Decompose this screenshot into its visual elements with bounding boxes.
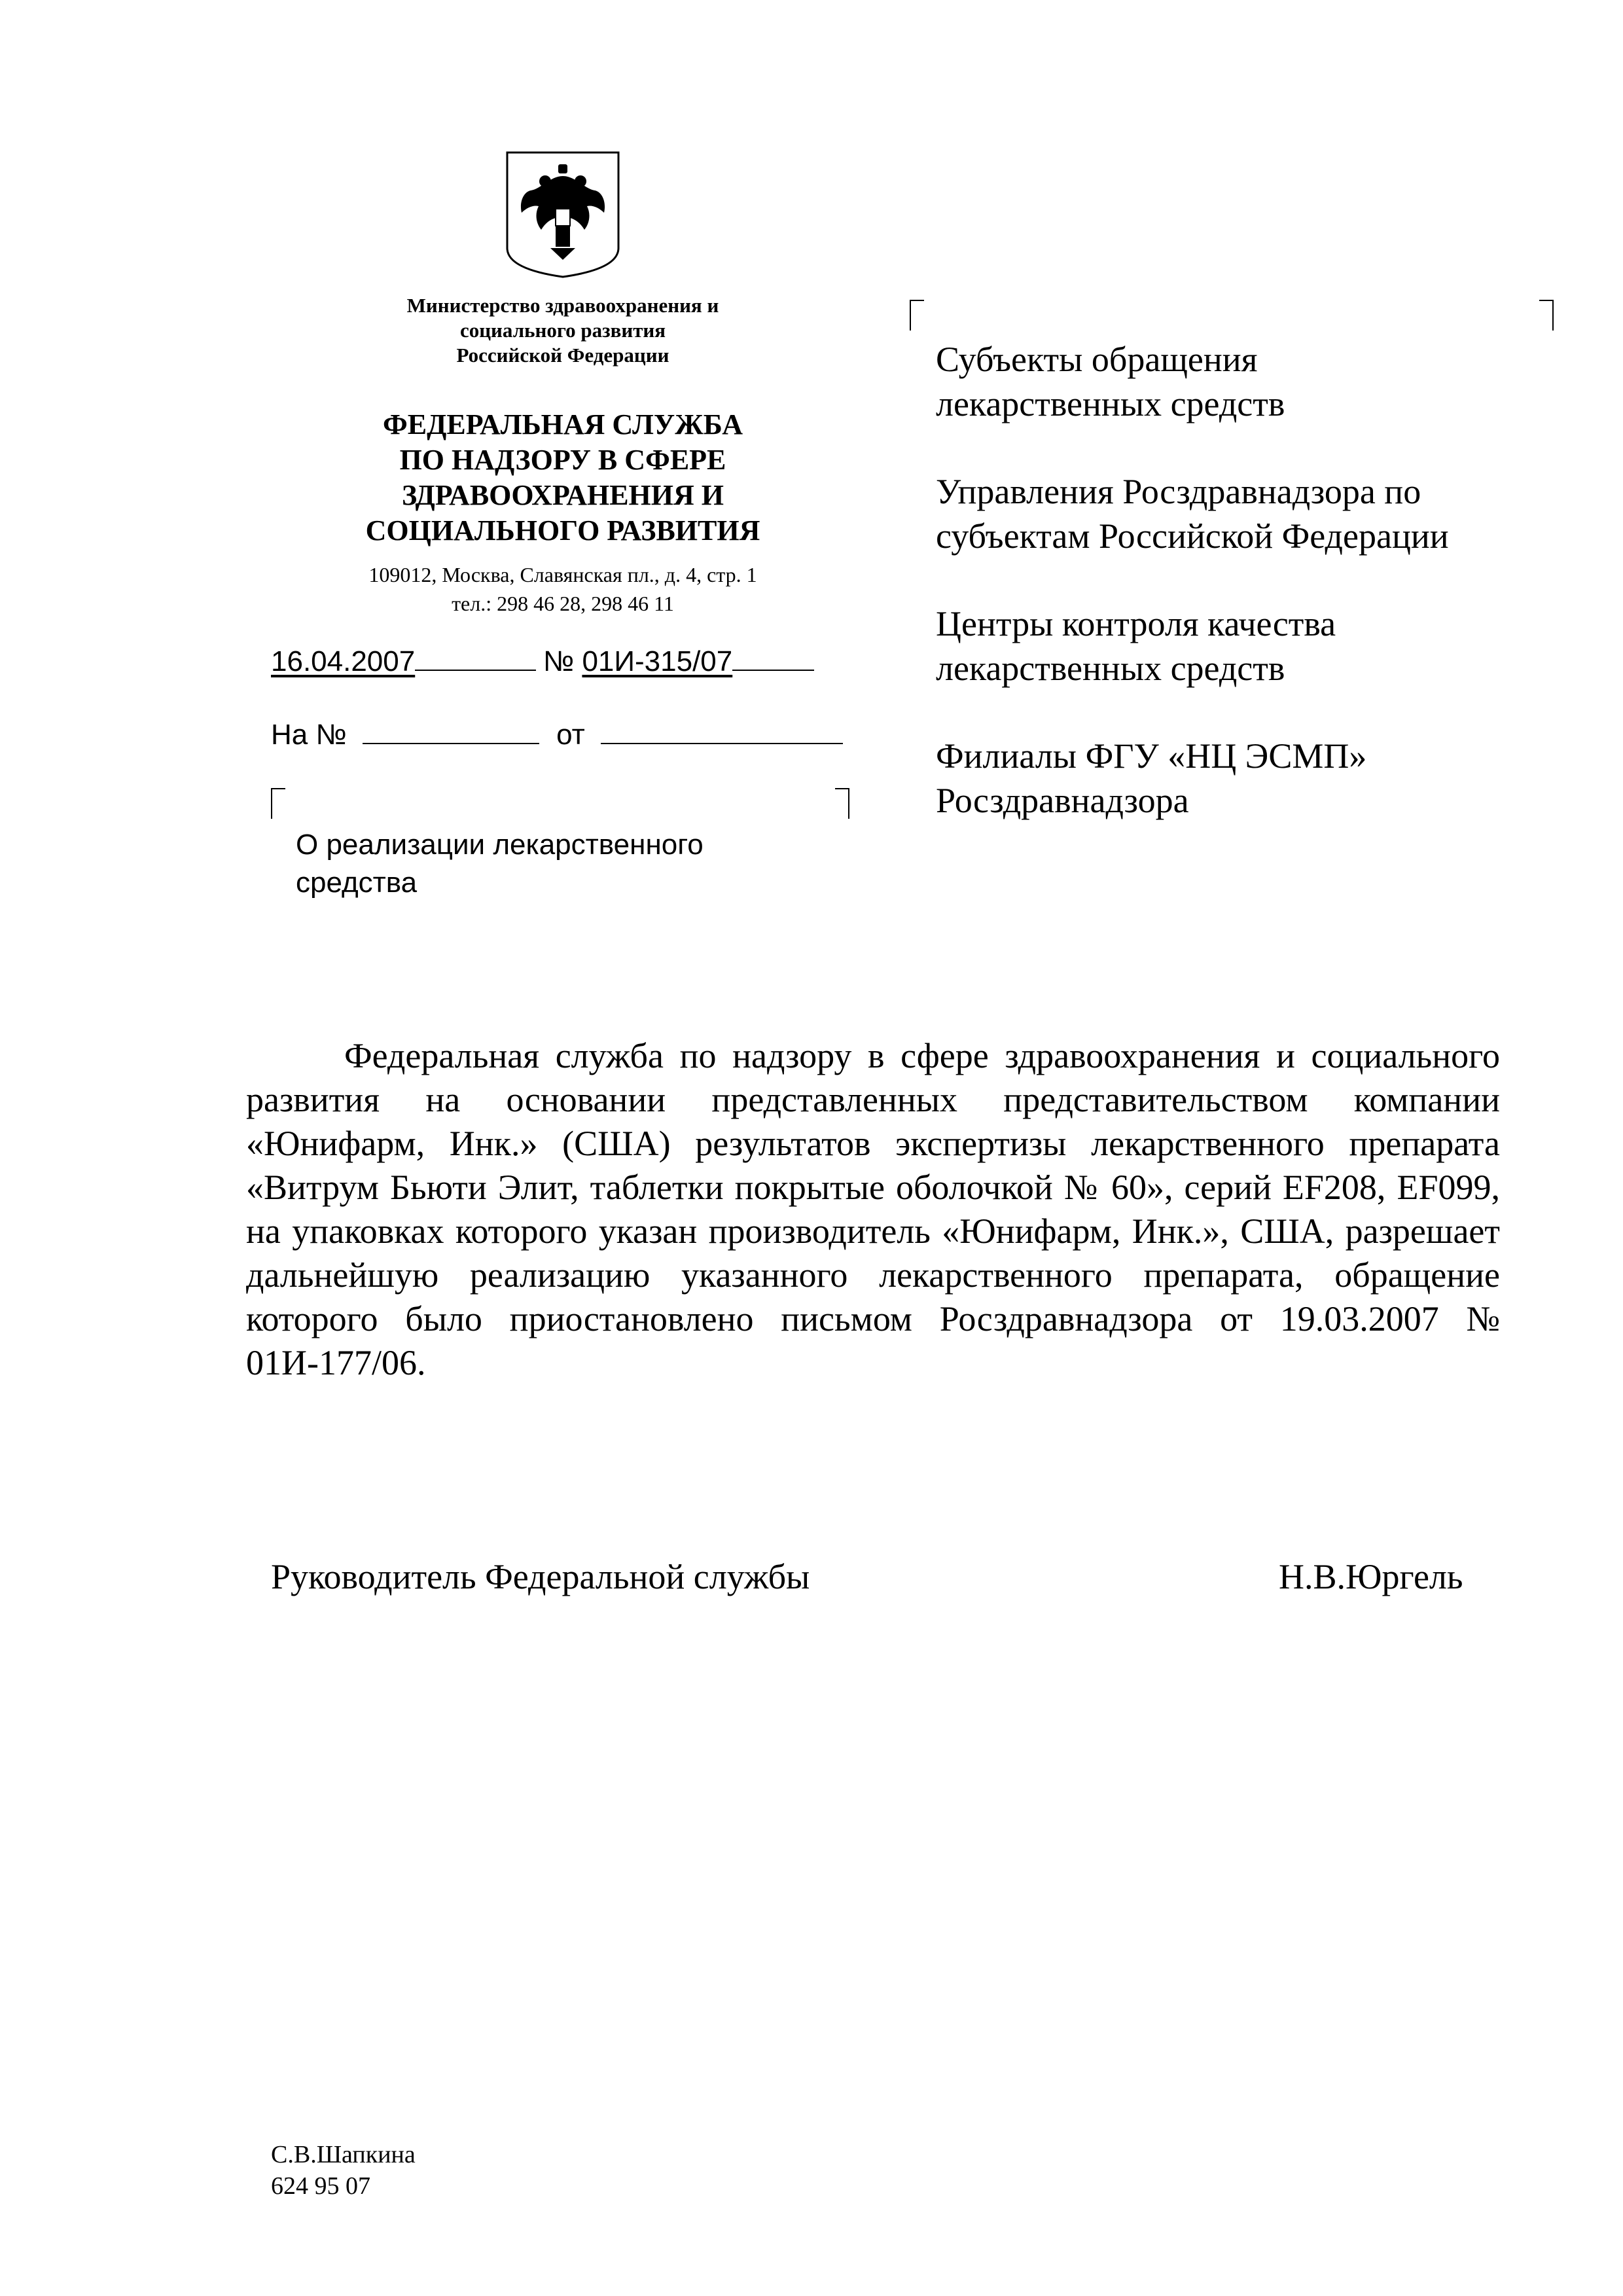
addressee-line: Центры контроля качества [936, 604, 1336, 643]
address-block-corner-left [910, 300, 924, 331]
phone-line: тел.: 298 46 28, 298 46 11 [452, 592, 674, 615]
addressee-line: Филиалы ФГУ «НЦ ЭСМП» [936, 736, 1367, 776]
number-underline [732, 645, 814, 671]
addressee-line: Субъекты обращения [936, 340, 1258, 379]
letter-date [271, 645, 536, 678]
addressee [936, 469, 1525, 558]
letter-body: Федеральная служба по надзору в сфере здравоохранения и социального развития на основании представленных представительством компании «Юнифарм, Инк.» (США) результатов экспертизы лекарственного препарата «Витрум Бьюти Элит, таблетки покрытые оболочкой № 60», серий EF208, EF099, на упаковках которого указан производитель «Юнифарм, Инк.», США, разрешает дальнейшую реализацию указанного лекарственного препарата, обращение которого было приостановлено письмом Росздравнадзора от 19.03.2007 № 01И-177/06. [246, 1036, 1500, 1382]
signatory-title: Руководитель Федеральной службы [271, 1557, 810, 1596]
addressee-line: Управления Росздравнадзора по [936, 472, 1421, 511]
ministry-line: Министерство здравоохранения и [406, 294, 719, 317]
executor-info [271, 2139, 416, 2202]
ministry-line: Российской Федерации [456, 344, 669, 367]
executor-name: С.В.Шапкина [271, 2141, 416, 2168]
service-address [288, 560, 838, 618]
ministry-name [340, 293, 785, 368]
subject-line: средства [296, 867, 418, 899]
signatory-name: Н.В.Юргель [1279, 1557, 1463, 1596]
letter-subject [296, 826, 704, 902]
number-value: 01И-315/07 [582, 645, 733, 677]
coat-of-arms-icon [505, 150, 621, 279]
addressee [936, 734, 1525, 823]
addressee-line: лекарственных средств [936, 649, 1285, 688]
ref-date-blank [601, 718, 843, 744]
addressee [936, 601, 1525, 691]
addressee-list [936, 337, 1525, 866]
addressee-line: субъектам Российской Федерации [936, 516, 1449, 556]
addressee [936, 337, 1525, 426]
addressee-line: лекарственных средств [936, 384, 1285, 423]
date-underline [415, 645, 536, 671]
subject-corner-left [271, 788, 285, 819]
ministry-line: социального развития [459, 319, 666, 342]
service-name [288, 407, 838, 548]
letter-number [543, 645, 814, 678]
address-block-corner-right [1539, 300, 1554, 331]
date-value: 16.04.2007 [271, 645, 416, 677]
ref-number-blank [363, 718, 539, 744]
number-label: № [543, 645, 575, 677]
subject-corner-right [835, 788, 849, 819]
subject-line: О реализации лекарственного [296, 829, 704, 861]
service-line: СОЦИАЛЬНОГО РАЗВИТИЯ [365, 514, 760, 547]
service-line: ЗДРАВООХРАНЕНИЯ И [401, 479, 724, 511]
executor-phone: 624 95 07 [271, 2172, 370, 2200]
ref-from-label: от [556, 719, 585, 751]
service-line: ПО НАДЗОРУ В СФЕРЕ [399, 444, 726, 476]
addressee-line: Росздравнадзора [936, 781, 1189, 820]
address-line: 109012, Москва, Славянская пл., д. 4, стр. 1 [368, 563, 757, 586]
ref-label: На № [271, 719, 347, 751]
service-line: ФЕДЕРАЛЬНАЯ СЛУЖБА [383, 408, 743, 440]
reference-line [271, 718, 843, 751]
